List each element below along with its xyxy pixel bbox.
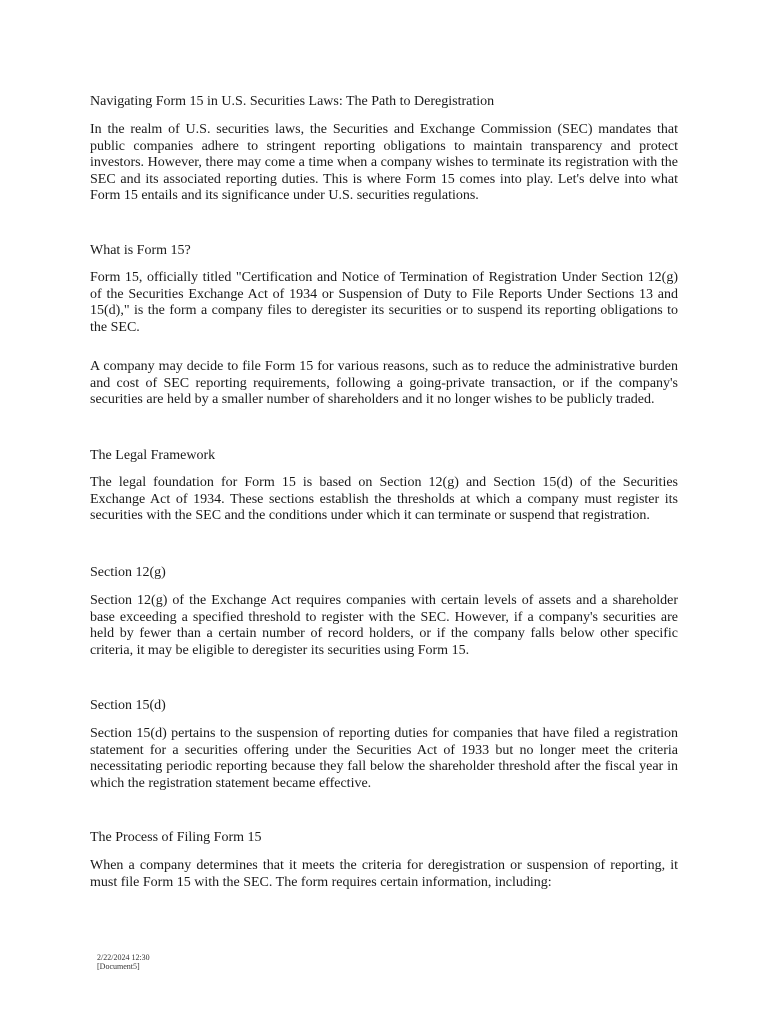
section-15d-paragraph: Section 15(d) pertains to the suspension of reporting duties for companies that have filed a registration statement for a securities offering under the Securities Act of 1933 but no longer meet the criteria necessitating periodic reporting because they fall below the shareholder threshold after the fiscal year in which the registration statement became effective.	[90, 726, 678, 791]
document-title: Navigating Form 15 in U.S. Securities Laws: The Path to Deregistration	[90, 94, 495, 109]
section-heading-legal-framework: The Legal Framework	[90, 448, 216, 463]
section-heading-what-is-form-15: What is Form 15?	[90, 243, 191, 258]
what-is-form-15-paragraph-1: Form 15, officially titled "Certification and Notice of Termination of Registration Under Section 12(g) of the Securities Exchange Act of 1934 or Suspension of Duty to File Reports Under Sections 13 and 15(d)," is the form a company files to deregister its securities or to suspend its reporting obligations to the SEC.	[90, 270, 678, 335]
intro-paragraph: In the realm of U.S. securities laws, the Securities and Exchange Commission (SEC) mandates that public companies adhere to stringent reporting obligations to maintain transparency and protect investors. However, there may come a time when a company wishes to terminate its registration with the SEC and its associated reporting duties. This is where Form 15 comes into play. Let's delve into what Form 15 entails and its significance under U.S. securities regulations.	[90, 122, 678, 203]
footer-document-name: [Document5]	[97, 962, 140, 971]
section-heading-section-12g: Section 12(g)	[90, 565, 166, 580]
page-footer	[97, 953, 150, 971]
process-of-filing-paragraph: When a company determines that it meets the criteria for deregistration or suspension of reporting, it must file Form 15 with the SEC. The form requires certain information, including:	[90, 858, 678, 890]
section-12g-paragraph: Section 12(g) of the Exchange Act requires companies with certain levels of assets and a shareholder base exceeding a specified threshold to register with the SEC. However, if a company's securities are held by fewer than a certain number of record holders, or if the company falls below other specific criteria, it may be eligible to deregister its securities using Form 15.	[90, 593, 678, 658]
section-heading-section-15d: Section 15(d)	[90, 698, 166, 713]
footer-timestamp: 2/22/2024 12:30	[97, 953, 150, 962]
section-heading-process-of-filing: The Process of Filing Form 15	[90, 830, 262, 845]
what-is-form-15-paragraph-2: A company may decide to file Form 15 for various reasons, such as to reduce the administrative burden and cost of SEC reporting requirements, following a going-private transaction, or if the company's securities are held by a smaller number of shareholders and it no longer wishes to be publicly traded.	[90, 359, 678, 407]
legal-framework-paragraph: The legal foundation for Form 15 is based on Section 12(g) and Section 15(d) of the Securities Exchange Act of 1934. These sections establish the thresholds at which a company must register its securities with the SEC and the conditions under which it can terminate or suspend that registration.	[90, 475, 678, 523]
